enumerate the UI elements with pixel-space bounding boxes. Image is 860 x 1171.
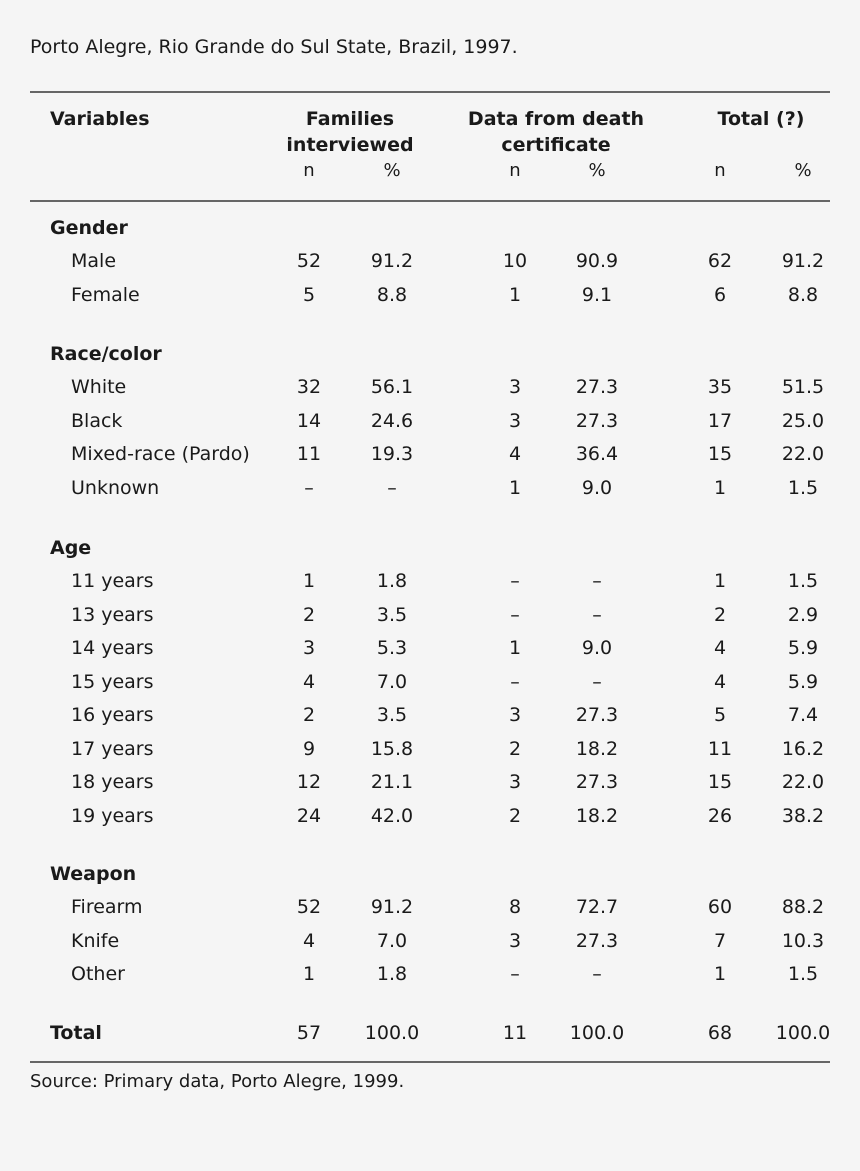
table-cell: 1.8 bbox=[376, 570, 408, 592]
table-cell: 8.8 bbox=[376, 283, 408, 306]
table-cell: 27.3 bbox=[575, 771, 619, 793]
table-cell: – bbox=[510, 670, 520, 693]
table-cell: 52 bbox=[296, 250, 322, 272]
table-cell: 3.5 bbox=[376, 603, 408, 626]
table-cell: 90.9 bbox=[575, 250, 619, 272]
table-cell: 62 bbox=[707, 250, 733, 272]
table-cell: 21.1 bbox=[370, 771, 414, 793]
table-cell: 32 bbox=[296, 376, 322, 398]
table-cell: 4 bbox=[508, 443, 522, 465]
row-label: White bbox=[71, 376, 127, 398]
table-cell: 56.1 bbox=[370, 376, 414, 398]
table-cell: 6 bbox=[713, 283, 727, 306]
row-label: Mixed-race (Pardo) bbox=[71, 443, 250, 465]
group-heading: Age bbox=[50, 537, 92, 559]
table-cell: 18.2 bbox=[575, 804, 619, 827]
table-cell: 1 bbox=[302, 570, 316, 592]
table-cell: 5 bbox=[713, 704, 727, 726]
table-cell: 14 bbox=[296, 409, 322, 432]
table-cell: 2 bbox=[508, 804, 522, 827]
header-variables: Variables bbox=[50, 108, 150, 130]
table-cell: 4 bbox=[302, 670, 316, 693]
bottom-rule bbox=[30, 1061, 830, 1063]
table-cell: 25.0 bbox=[781, 409, 825, 432]
table-cell: – bbox=[304, 476, 314, 499]
table-cell: 4 bbox=[302, 929, 316, 952]
header-rule bbox=[30, 200, 830, 202]
table-cell: 1 bbox=[508, 476, 522, 499]
row-label: 16 years bbox=[71, 704, 154, 726]
table-cell: 1.5 bbox=[787, 963, 819, 985]
table-cell: 5.9 bbox=[787, 637, 819, 659]
table-cell: 24 bbox=[296, 804, 322, 827]
table-cell: 3 bbox=[508, 376, 522, 398]
table-cell: 7 bbox=[713, 929, 727, 952]
table-cell: 2 bbox=[302, 704, 316, 726]
table-cell: 1.5 bbox=[787, 570, 819, 592]
table-cell: 7.4 bbox=[787, 704, 819, 726]
row-label: 15 years bbox=[71, 670, 154, 693]
row-label: 11 years bbox=[71, 570, 154, 592]
total-cell: 100.0 bbox=[775, 1022, 831, 1044]
table-cell: 91.2 bbox=[370, 896, 414, 918]
table-cell: 26 bbox=[707, 804, 733, 827]
table-cell: 35 bbox=[707, 376, 733, 398]
table-cell: 2 bbox=[302, 603, 316, 626]
table-cell: 1 bbox=[713, 476, 727, 499]
row-label: Knife bbox=[71, 929, 120, 952]
table-cell: 12 bbox=[296, 771, 322, 793]
total-cell: 100.0 bbox=[569, 1022, 625, 1044]
table-cell: 27.3 bbox=[575, 376, 619, 398]
table-cell: 15.8 bbox=[370, 737, 414, 760]
table-cell: 19.3 bbox=[370, 443, 414, 465]
header-death-certificate bbox=[468, 106, 644, 158]
table-caption: Porto Alegre, Rio Grande do Sul State, Brazil, 1997. bbox=[30, 36, 518, 58]
table-cell: 2.9 bbox=[787, 603, 819, 626]
subheader-pct: % bbox=[794, 160, 812, 181]
table-cell: 16.2 bbox=[781, 737, 825, 760]
table-cell: 5.3 bbox=[376, 637, 408, 659]
table-cell: 10 bbox=[502, 250, 528, 272]
table-cell: 3 bbox=[508, 771, 522, 793]
table-cell: – bbox=[510, 570, 520, 592]
table-cell: – bbox=[387, 476, 397, 499]
table-cell: – bbox=[592, 963, 602, 985]
table-cell: 4 bbox=[713, 637, 727, 659]
table-cell: – bbox=[510, 603, 520, 626]
table-cell: 1 bbox=[508, 637, 522, 659]
table-cell: 1 bbox=[713, 963, 727, 985]
top-rule bbox=[30, 91, 830, 93]
table-cell: 4 bbox=[713, 670, 727, 693]
table-cell: 1 bbox=[302, 963, 316, 985]
table-cell: 3 bbox=[302, 637, 316, 659]
table-cell: 2 bbox=[713, 603, 727, 626]
table-cell: 88.2 bbox=[781, 896, 825, 918]
table-cell: – bbox=[592, 603, 602, 626]
table-cell: 91.2 bbox=[370, 250, 414, 272]
table-cell: 5 bbox=[302, 283, 316, 306]
table-cell: 72.7 bbox=[575, 896, 619, 918]
total-cell: 68 bbox=[707, 1022, 733, 1044]
table-cell: 18.2 bbox=[575, 737, 619, 760]
row-label: Other bbox=[71, 963, 125, 985]
table-cell: 3 bbox=[508, 929, 522, 952]
table-cell: 11 bbox=[707, 737, 733, 760]
header-families-line2: interviewed bbox=[286, 134, 414, 156]
table-cell: 27.3 bbox=[575, 929, 619, 952]
table-cell: 22.0 bbox=[781, 443, 825, 465]
table-source: Source: Primary data, Porto Alegre, 1999. bbox=[30, 1071, 405, 1092]
table-cell: 7.0 bbox=[376, 929, 408, 952]
row-label: 19 years bbox=[71, 804, 154, 827]
table-cell: 27.3 bbox=[575, 409, 619, 432]
table-cell: 51.5 bbox=[781, 376, 825, 398]
table-cell: 9.0 bbox=[581, 637, 613, 659]
header-death-line2: certificate bbox=[501, 134, 611, 156]
table-cell: 9 bbox=[302, 737, 316, 760]
row-label: Female bbox=[71, 283, 140, 306]
row-label: Black bbox=[71, 409, 123, 432]
subheader-pct: % bbox=[588, 160, 606, 181]
table-cell: 1.8 bbox=[376, 963, 408, 985]
table-cell: 9.1 bbox=[581, 283, 613, 306]
group-heading: Weapon bbox=[50, 863, 137, 885]
row-label: Male bbox=[71, 250, 117, 272]
table-cell: 8 bbox=[508, 896, 522, 918]
row-label: 18 years bbox=[71, 771, 154, 793]
table-cell: 3.5 bbox=[376, 704, 408, 726]
table-cell: – bbox=[592, 670, 602, 693]
table-cell: 8.8 bbox=[787, 283, 819, 306]
table-cell: 60 bbox=[707, 896, 733, 918]
table-cell: 10.3 bbox=[781, 929, 825, 952]
table-cell: – bbox=[510, 963, 520, 985]
row-label: 13 years bbox=[71, 603, 154, 626]
table-cell: 7.0 bbox=[376, 670, 408, 693]
header-death-line1: Data from death bbox=[467, 108, 645, 130]
subheader-n: n bbox=[303, 160, 315, 181]
row-label: 17 years bbox=[71, 737, 154, 760]
total-cell: 57 bbox=[296, 1022, 322, 1044]
table-cell: 1 bbox=[508, 283, 522, 306]
table-cell: 3 bbox=[508, 704, 522, 726]
table-cell: 91.2 bbox=[781, 250, 825, 272]
header-total: Total (?) bbox=[717, 108, 805, 130]
table-cell: – bbox=[592, 570, 602, 592]
subheader-n: n bbox=[509, 160, 521, 181]
table-cell: 38.2 bbox=[781, 804, 825, 827]
row-label: 14 years bbox=[71, 637, 154, 659]
row-label: Unknown bbox=[71, 476, 160, 499]
table-cell: 24.6 bbox=[370, 409, 414, 432]
table-cell: 22.0 bbox=[781, 771, 825, 793]
table-cell: 9.0 bbox=[581, 476, 613, 499]
header-families-line1: Families bbox=[305, 108, 395, 130]
subheader-n: n bbox=[714, 160, 726, 181]
total-cell: 100.0 bbox=[364, 1022, 420, 1044]
table-cell: 15 bbox=[707, 443, 733, 465]
table-cell: 17 bbox=[707, 409, 733, 432]
header-families bbox=[286, 106, 413, 158]
table-cell: 52 bbox=[296, 896, 322, 918]
table-cell: 3 bbox=[508, 409, 522, 432]
total-cell: 11 bbox=[502, 1022, 528, 1044]
table-cell: 5.9 bbox=[787, 670, 819, 693]
table-cell: 42.0 bbox=[370, 804, 414, 827]
table-cell: 15 bbox=[707, 771, 733, 793]
group-heading: Race/color bbox=[50, 343, 162, 365]
group-heading: Gender bbox=[50, 217, 128, 239]
row-label: Firearm bbox=[71, 896, 143, 918]
total-row-label: Total bbox=[50, 1022, 102, 1044]
table-cell: 1.5 bbox=[787, 476, 819, 499]
subheader-pct: % bbox=[383, 160, 401, 181]
table-cell: 27.3 bbox=[575, 704, 619, 726]
table-cell: 11 bbox=[296, 443, 322, 465]
table-cell: 1 bbox=[713, 570, 727, 592]
table-cell: 36.4 bbox=[575, 443, 619, 465]
table-cell: 2 bbox=[508, 737, 522, 760]
